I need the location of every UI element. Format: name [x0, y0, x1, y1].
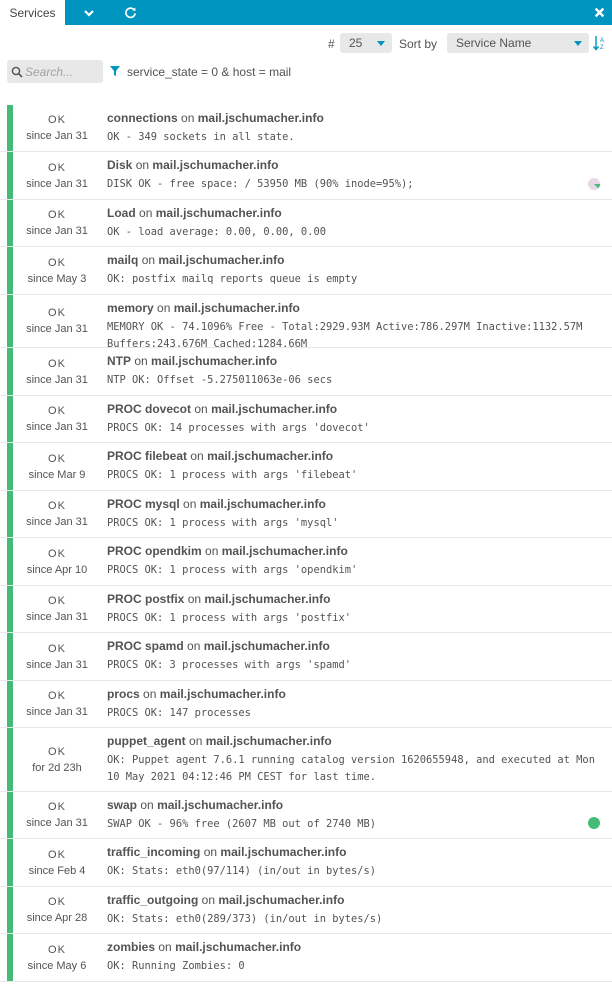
plugin-output: MEMORY OK - 74.1096% Free - Total:2929.93M Active:786.297M Inactive:1132.57M Buffers:243.676M Cached:1284.66M — [107, 321, 589, 350]
state-cell — [13, 887, 101, 933]
service-on: on — [157, 301, 171, 315]
service-title — [107, 111, 598, 125]
service-name[interactable]: Load — [107, 206, 136, 220]
service-row[interactable] — [0, 538, 612, 586]
state-cell — [13, 396, 101, 442]
service-on: on — [140, 798, 154, 812]
host-name[interactable]: mail.jschumacher.info — [211, 402, 338, 416]
service-info — [107, 544, 598, 579]
service-title — [107, 402, 598, 416]
plugin-output: OK: postfix mailq reports queue is empty — [107, 273, 358, 285]
service-name[interactable]: puppet_agent — [107, 734, 186, 748]
search-placeholder: Search... — [25, 65, 74, 79]
service-title — [107, 206, 598, 220]
filter-icon[interactable] — [110, 66, 120, 76]
svg-text:A: A — [600, 38, 605, 44]
sort-value: Service Name — [456, 36, 532, 50]
plugin-output: OK - load average: 0.00, 0.00, 0.00 — [107, 226, 326, 238]
plugin-output: PROCS OK: 1 process with args 'postfix' — [107, 612, 351, 624]
service-on: on — [139, 206, 153, 220]
state-label: OK — [48, 452, 66, 465]
state-since: since Feb 4 — [28, 864, 86, 877]
service-row[interactable] — [0, 491, 612, 538]
state-since: since Jan 31 — [26, 421, 88, 433]
host-name[interactable]: mail.jschumacher.info — [221, 544, 348, 558]
state-cell — [13, 348, 101, 395]
plugin-output: PROCS OK: 3 processes with args 'spamd' — [107, 659, 351, 671]
state-label: OK — [48, 642, 66, 655]
refresh-button[interactable] — [119, 0, 141, 25]
tab-services[interactable] — [0, 0, 65, 25]
host-name[interactable]: mail.jschumacher.info — [207, 449, 334, 463]
service-on: on — [141, 253, 156, 267]
state-label: OK — [48, 307, 66, 319]
host-name[interactable]: mail.jschumacher.info — [158, 253, 285, 267]
plugin-output: NTP OK: Offset -5.275011063e-06 secs — [107, 374, 333, 386]
service-info — [107, 253, 598, 288]
state-label: OK — [48, 690, 66, 702]
sort-direction-icon[interactable] — [593, 35, 606, 51]
host-name[interactable]: mail.jschumacher.info — [157, 798, 284, 812]
service-on: on — [187, 592, 202, 606]
service-name[interactable]: traffic_incoming — [107, 845, 201, 859]
state-cell — [13, 152, 101, 199]
service-on: on — [205, 544, 219, 558]
service-row[interactable] — [0, 839, 612, 887]
service-info — [107, 354, 598, 389]
plugin-output: PROCS OK: 1 process with args 'opendkim' — [107, 564, 358, 576]
service-title — [107, 497, 598, 511]
service-row[interactable] — [0, 348, 612, 396]
limit-value: 25 — [349, 36, 363, 50]
tab-services-label: Services — [9, 5, 56, 20]
state-since: since Apr 28 — [26, 912, 88, 924]
state-cell — [13, 934, 101, 981]
filter-row — [0, 57, 612, 87]
svg-text:Z: Z — [600, 45, 604, 51]
state-cell — [13, 200, 101, 246]
service-row[interactable] — [0, 728, 612, 792]
state-label: OK — [48, 114, 66, 126]
state-cell — [13, 105, 101, 151]
service-title — [107, 158, 598, 172]
host-name[interactable]: mail.jschumacher.info — [220, 845, 347, 859]
chevron-down-icon — [83, 8, 95, 18]
state-label: OK — [48, 896, 66, 908]
service-info — [107, 687, 598, 722]
state-label: OK — [48, 256, 66, 269]
service-title — [107, 893, 598, 907]
state-label: OK — [48, 357, 66, 370]
host-name[interactable]: mail.jschumacher.info — [205, 734, 332, 748]
service-on: on — [181, 111, 195, 125]
host-name[interactable]: mail.jschumacher.info — [203, 639, 330, 653]
service-info — [107, 111, 598, 146]
service-info — [107, 301, 598, 353]
service-name[interactable]: PROC mysql — [107, 497, 180, 511]
service-on: on — [190, 449, 204, 463]
service-row[interactable] — [0, 295, 612, 348]
service-row[interactable] — [0, 681, 612, 728]
host-name[interactable]: mail.jschumacher.info — [155, 206, 282, 220]
state-since: since May 3 — [27, 272, 87, 285]
service-title — [107, 449, 598, 463]
state-since: since Jan 31 — [26, 130, 88, 142]
service-info — [107, 734, 602, 786]
service-row[interactable] — [0, 586, 612, 633]
service-name[interactable]: NTP — [107, 354, 131, 368]
service-name[interactable]: PROC postfix — [107, 592, 185, 606]
state-label: OK — [48, 801, 66, 813]
state-label: OK — [48, 161, 66, 174]
state-label: OK — [48, 500, 66, 512]
tab-dropdown-button[interactable] — [78, 0, 100, 25]
state-since: since Jan 31 — [26, 373, 88, 386]
service-info — [107, 449, 598, 484]
state-since: since Jan 31 — [26, 516, 88, 528]
state-since: since Mar 9 — [28, 468, 86, 481]
state-since: since Jan 31 — [26, 323, 88, 335]
host-name[interactable]: mail.jschumacher.info — [151, 354, 278, 368]
state-cell — [13, 586, 101, 632]
search-icon — [11, 66, 23, 78]
state-label: OK — [48, 745, 66, 758]
service-on: on — [187, 639, 201, 653]
state-since: since Jan 31 — [26, 658, 88, 671]
host-name[interactable]: mail.jschumacher.info — [204, 592, 331, 606]
service-info — [107, 402, 598, 437]
perfdata-pie-icon — [588, 817, 600, 829]
close-button[interactable] — [590, 0, 608, 25]
state-cell — [13, 839, 101, 886]
service-on: on — [135, 158, 150, 172]
plugin-output: DISK OK - free space: / 53950 MB (90% inode=95%); — [107, 178, 414, 190]
service-name[interactable]: PROC dovecot — [107, 402, 192, 416]
host-name[interactable]: mail.jschumacher.info — [218, 893, 345, 907]
service-list — [0, 105, 612, 982]
state-cell — [13, 633, 101, 680]
limit-label: # — [328, 37, 335, 51]
host-name[interactable]: mail.jschumacher.info — [197, 111, 324, 125]
service-info — [107, 206, 598, 241]
state-cell — [13, 792, 101, 838]
caret-down-icon — [574, 41, 582, 46]
service-info — [107, 592, 598, 627]
state-cell — [13, 295, 101, 347]
service-row[interactable] — [0, 887, 612, 934]
plugin-output: PROCS OK: 1 process with args 'mysql' — [107, 517, 339, 529]
service-name[interactable]: connections — [107, 111, 178, 125]
service-info — [107, 893, 598, 928]
service-name[interactable]: PROC opendkim — [107, 544, 202, 558]
service-on: on — [201, 893, 216, 907]
state-since: since May 6 — [27, 959, 87, 972]
list-controls — [0, 25, 612, 57]
state-label: OK — [48, 848, 66, 861]
filter-expression[interactable]: service_state = 0 & host = mail — [127, 65, 292, 79]
refresh-icon — [124, 6, 137, 19]
state-cell — [13, 443, 101, 490]
service-title — [107, 798, 598, 812]
host-name[interactable]: mail.jschumacher.info — [173, 301, 300, 315]
service-on: on — [143, 687, 157, 701]
service-name[interactable]: mailq — [107, 253, 139, 267]
service-title — [107, 354, 598, 368]
state-cell — [13, 728, 101, 791]
service-title — [107, 253, 598, 267]
service-on: on — [194, 402, 208, 416]
service-info — [107, 845, 598, 880]
plugin-output: OK: Stats: eth0(289/373) (in/out in bytes/s) — [107, 913, 383, 925]
service-title — [107, 687, 598, 701]
service-title — [107, 592, 598, 606]
plugin-output: PROCS OK: 14 processes with args 'dovecot' — [107, 422, 370, 434]
service-on: on — [183, 497, 197, 511]
sort-label: Sort by — [399, 37, 438, 51]
service-title — [107, 301, 598, 315]
service-title — [107, 734, 598, 748]
service-info — [107, 798, 598, 833]
state-label: OK — [48, 405, 66, 417]
service-name[interactable]: Disk — [107, 158, 133, 172]
state-since: since Apr 10 — [26, 563, 88, 576]
search-input[interactable] — [7, 60, 103, 83]
state-since: since Jan 31 — [26, 177, 88, 190]
service-row[interactable] — [0, 396, 612, 443]
state-cell — [13, 538, 101, 585]
tab-bar — [0, 0, 612, 25]
service-on: on — [134, 354, 148, 368]
state-cell — [13, 247, 101, 294]
host-name[interactable]: mail.jschumacher.info — [152, 158, 279, 172]
state-label: OK — [48, 547, 66, 560]
plugin-output: PROCS OK: 1 process with args 'filebeat' — [107, 469, 358, 481]
service-name[interactable]: procs — [107, 687, 140, 701]
service-row[interactable] — [0, 934, 612, 982]
host-name[interactable]: mail.jschumacher.info — [199, 497, 326, 511]
close-icon — [594, 7, 605, 18]
service-name[interactable]: swap — [107, 798, 138, 812]
host-name[interactable]: mail.jschumacher.info — [175, 940, 302, 954]
service-info — [107, 158, 598, 193]
state-label: OK — [48, 943, 66, 956]
service-title — [107, 639, 598, 653]
plugin-output: OK: Running Zombies: 0 — [107, 960, 245, 972]
service-row[interactable] — [0, 247, 612, 295]
service-title — [107, 845, 598, 859]
service-name[interactable]: memory — [107, 301, 154, 315]
perfdata-pie-icon — [588, 178, 600, 190]
host-name[interactable]: mail.jschumacher.info — [159, 687, 286, 701]
state-since: since Jan 31 — [26, 817, 88, 829]
state-label: OK — [48, 209, 66, 221]
service-row[interactable] — [0, 633, 612, 681]
plugin-output: OK: Stats: eth0(97/114) (in/out in bytes/s) — [107, 865, 376, 877]
service-name[interactable]: PROC filebeat — [107, 449, 188, 463]
limit-select[interactable] — [340, 33, 392, 53]
service-row[interactable] — [0, 152, 612, 200]
plugin-output: SWAP OK - 96% free (2607 MB out of 2740 MB) — [107, 818, 376, 830]
service-row[interactable] — [0, 792, 612, 839]
state-cell — [13, 491, 101, 537]
sort-select[interactable] — [447, 33, 589, 53]
state-since: since Jan 31 — [26, 706, 88, 718]
service-title — [107, 544, 598, 558]
service-info — [107, 497, 598, 532]
service-on: on — [189, 734, 203, 748]
plugin-output: PROCS OK: 147 processes — [107, 707, 251, 719]
service-row[interactable] — [0, 105, 612, 152]
service-info — [107, 940, 598, 975]
service-info — [107, 639, 598, 674]
service-row[interactable] — [0, 443, 612, 491]
service-on: on — [203, 845, 218, 859]
state-since: for 2d 23h — [32, 761, 82, 774]
state-since: since Jan 31 — [26, 611, 88, 623]
state-label: OK — [48, 595, 66, 607]
caret-down-icon — [377, 41, 385, 46]
plugin-output: OK - 349 sockets in all state. — [107, 131, 295, 143]
service-row[interactable] — [0, 200, 612, 247]
plugin-output: OK: Puppet agent 7.6.1 running catalog version 1620655948, and executed at Mon 10 May 2021 04:12:46 PM CEST for last time. — [107, 754, 602, 783]
service-title — [107, 940, 598, 954]
state-cell — [13, 681, 101, 727]
service-name[interactable]: traffic_outgoing — [107, 893, 199, 907]
service-name[interactable]: zombies — [107, 940, 156, 954]
service-on: on — [158, 940, 172, 954]
service-name[interactable]: PROC spamd — [107, 639, 184, 653]
state-since: since Jan 31 — [26, 225, 88, 237]
